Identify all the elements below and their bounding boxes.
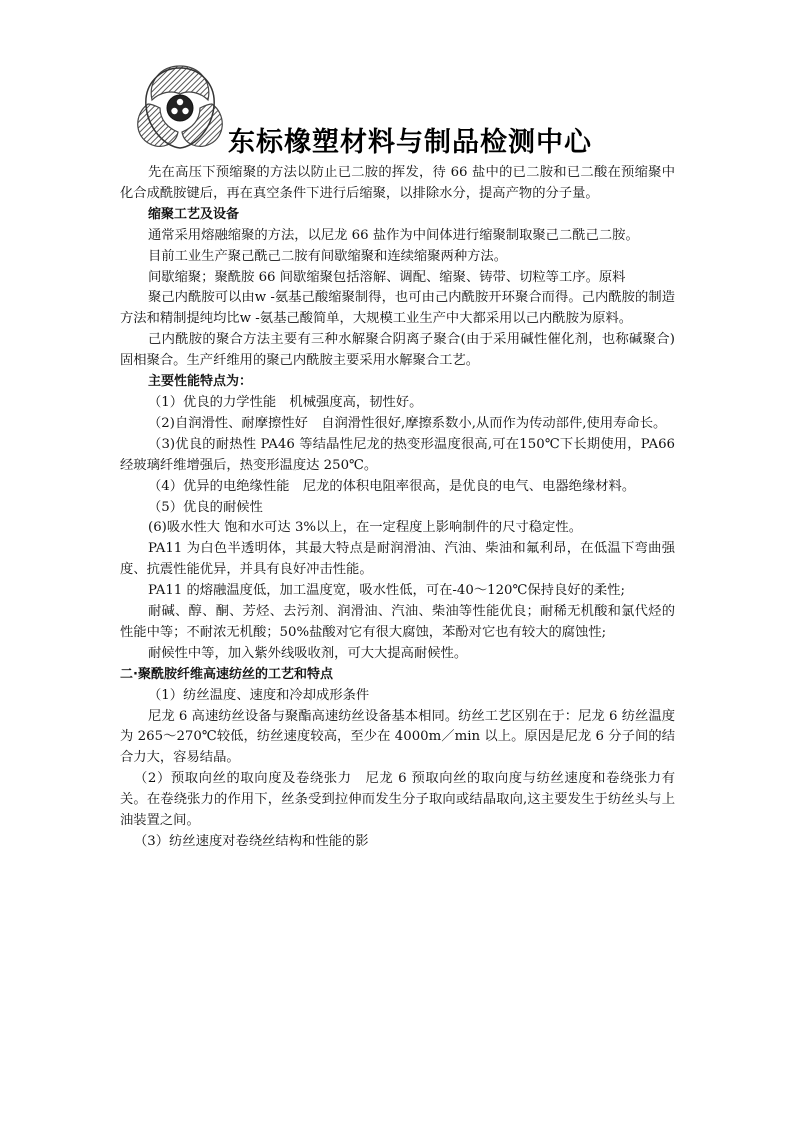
list-item: （4）优异的电绝缘性能 尼龙的体积电阻率很高，是优良的电气、电器绝缘材料。 <box>148 478 636 494</box>
paragraph: 聚己内酰胺可以由w -氨基己酸缩聚制得，也可由己内酰胺开环聚合而得。己内酰胺的制造方法和精制提纯均比w -氨基己酸简单，大规模工业生产中大都采用以己内酰胺为原料。 <box>120 290 675 327</box>
paragraph: 间歇缩聚；聚酰胺 66 间歇缩聚包括溶解、调配、缩聚、铸带、切粒等工序。原料 <box>148 269 626 285</box>
paragraph: 尼龙 6 高速纺丝设备与聚酯高速纺丝设备基本相同。纺丝工艺区别在于：尼龙 6 纺丝温度为 265～270℃较低，纺丝速度较高，至少在 4000m／min 以上。原因是尼龙 6 分子间的结合力大，容易结晶。 <box>120 708 675 766</box>
paragraph: 先在高压下预缩聚的方法以防止已二胺的挥发，待 66 盐中的已二胺和已二酸在预缩聚中化合成酰胺键后，再在真空条件下进行后缩聚，以排除水分，提高产物的分子量。 <box>120 165 675 201</box>
section-heading: 缩聚工艺及设备 <box>148 206 240 222</box>
section-heading: 主要性能特点为： <box>148 374 253 390</box>
list-item: （2）预取向丝的取向度及卷绕张力 尼龙 6 预取向丝的取向度与纺丝速度和卷绕张力有关。在卷绕张力的作用下，丝条受到拉伸而发生分子取向或结晶取向,这主要发生于纺丝头与上油装置之间。 <box>120 771 675 829</box>
page-title: 东标橡塑材料与制品检测中心 <box>228 127 592 158</box>
paragraph: 耐碱、醇、酮、芳烃、去污剂、润滑油、汽油、柴油等性能优良；耐稀无机酸和氯代烃的性能中等；不耐浓无机酸；50%盐酸对它有很大腐蚀，苯酚对它也有较大的腐蚀性; <box>120 604 675 640</box>
paragraph: PA11 为白色半透明体，其最大特点是耐润滑油、汽油、柴油和氟利昂，在低温下弯曲强度、抗震性能优异，并具有良好冲击性能。 <box>120 541 675 578</box>
paragraph: 目前工业生产聚己酰己二胺有间歇缩聚和连续缩聚两种方法。 <box>148 248 508 264</box>
list-item: （2)自润滑性、耐摩擦性好 自润滑性很好,摩擦系数小,从而作为传动部件,使用寿命长。 <box>148 415 667 431</box>
list-item: （3）纺丝速度对卷绕丝结构和性能的影 <box>134 834 369 849</box>
section-heading: 二·聚酰胺纤维高速纺丝的工艺和特点 <box>120 666 333 682</box>
list-item: （1）纺丝温度、速度和冷却成形条件 <box>148 687 370 703</box>
logo <box>130 62 230 152</box>
paragraph: 通常采用熔融缩聚的方法，以尼龙 66 盐作为中间体进行缩聚制取聚己二酰己二胺。 <box>148 227 639 243</box>
document-body <box>120 163 675 853</box>
three-ring-logo-icon <box>130 62 230 152</box>
paragraph: 己内酰胺的聚合方法主要有三种水解聚合阴离子聚合(由于采用碱性催化剂，也称碱聚合)固相聚合。生产纤维用的聚己内酰胺主要采用水解聚合工艺。 <box>120 332 675 369</box>
list-item: (6)吸水性大 饱和水可达 3%以上，在一定程度上影响制件的尺寸稳定性。 <box>148 520 582 536</box>
list-item: （3)优良的耐热性 PA46 等结晶性尼龙的热变形温度很高,可在150℃下长期使用，PA66 经玻璃纤维增强后，热变形温度达 250℃。 <box>120 436 675 473</box>
paragraph: PA11 的熔融温度低，加工温度宽，吸水性低，可在-40～120℃保持良好的柔性; <box>148 583 625 599</box>
list-item: （1）优良的力学性能 机械强度高，韧性好。 <box>148 394 423 410</box>
paragraph: 耐候性中等，加入紫外线吸收剂，可大大提高耐候性。 <box>148 645 468 661</box>
list-item: （5）优良的耐候性 <box>148 499 263 515</box>
